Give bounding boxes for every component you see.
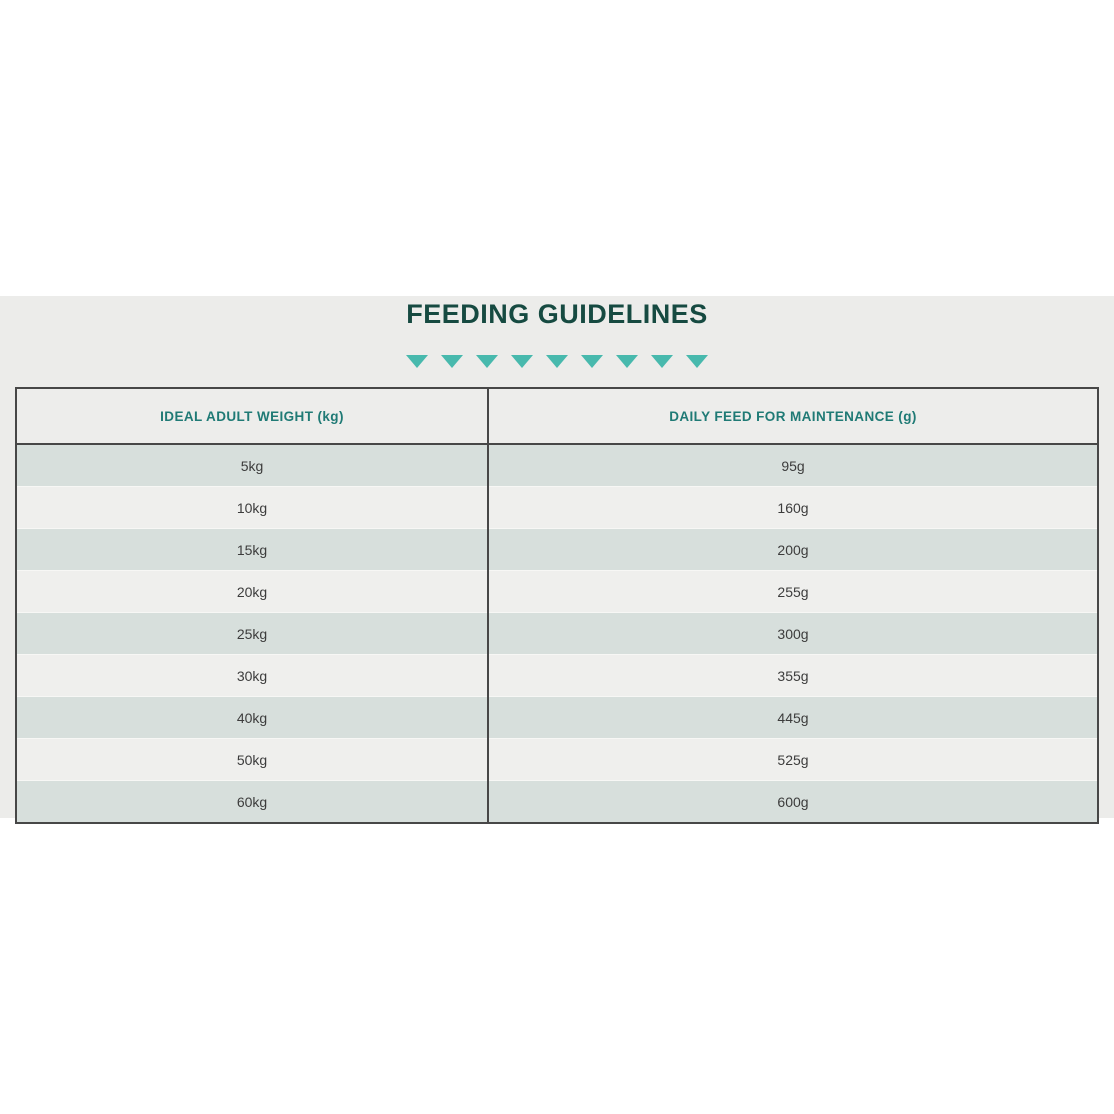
- table-cell: 445g: [488, 697, 1098, 739]
- triangle-down-icon: [686, 355, 708, 368]
- table-cell: 10kg: [16, 487, 488, 529]
- column-header-weight: IDEAL ADULT WEIGHT (kg): [16, 388, 488, 444]
- triangle-down-icon: [651, 355, 673, 368]
- table-row: [16, 529, 1098, 571]
- table-cell: 160g: [488, 487, 1098, 529]
- table-cell: 525g: [488, 739, 1098, 781]
- table-cell: 20kg: [16, 571, 488, 613]
- triangle-down-icon: [441, 355, 463, 368]
- feeding-table: [15, 387, 1099, 824]
- triangle-down-icon: [581, 355, 603, 368]
- table-row: [16, 781, 1098, 824]
- triangle-down-icon: [616, 355, 638, 368]
- table-cell: 50kg: [16, 739, 488, 781]
- table-row: [16, 613, 1098, 655]
- table-row: [16, 571, 1098, 613]
- table-cell: 30kg: [16, 655, 488, 697]
- table-row: [16, 487, 1098, 529]
- table-cell: 60kg: [16, 781, 488, 824]
- section-title: FEEDING GUIDELINES: [406, 299, 708, 329]
- table-cell: 255g: [488, 571, 1098, 613]
- table-cell: 25kg: [16, 613, 488, 655]
- header-row: [16, 388, 1098, 444]
- table-cell: 300g: [488, 613, 1098, 655]
- feeding-table-body: [16, 444, 1098, 823]
- table-cell: 40kg: [16, 697, 488, 739]
- table-cell: 95g: [488, 444, 1098, 487]
- feeding-guidelines-section: [0, 296, 1114, 818]
- triangle-down-icon: [476, 355, 498, 368]
- table-row: [16, 739, 1098, 781]
- triangle-divider: [0, 355, 1114, 368]
- triangle-down-icon: [511, 355, 533, 368]
- table-cell: 600g: [488, 781, 1098, 824]
- column-header-daily-feed: DAILY FEED FOR MAINTENANCE (g): [488, 388, 1098, 444]
- table-cell: 355g: [488, 655, 1098, 697]
- triangle-down-icon: [406, 355, 428, 368]
- triangle-down-icon: [546, 355, 568, 368]
- table-cell: 5kg: [16, 444, 488, 487]
- table-cell: 15kg: [16, 529, 488, 571]
- table-row: [16, 655, 1098, 697]
- table-row: [16, 697, 1098, 739]
- table-row: [16, 444, 1098, 487]
- table-cell: 200g: [488, 529, 1098, 571]
